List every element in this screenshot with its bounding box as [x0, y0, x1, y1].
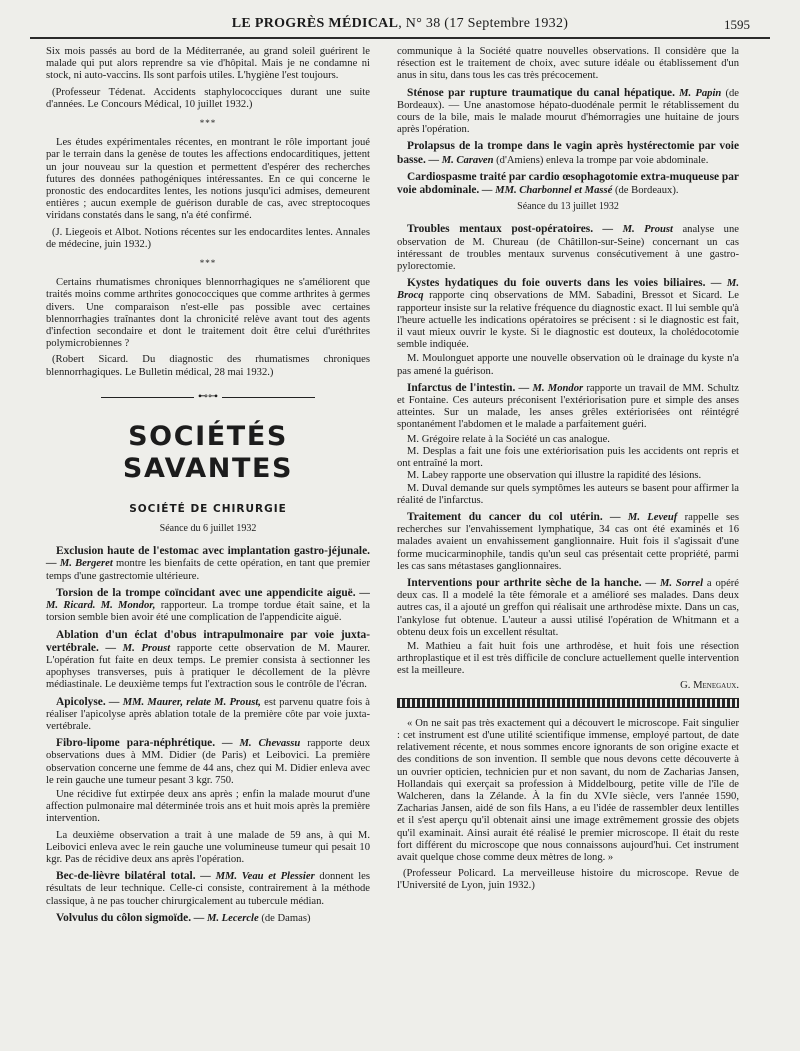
article-entry: [46, 629, 370, 692]
entry-title: Bec-de-lièvre bilatéral total.: [56, 870, 196, 883]
paragraph: La deuxième observation a trait à une malade de 59 ans, à qui M. Leibovici enleva avec le rein gauche une volumineuse tumeur qui pesait 10 kgr. Pas de récidive deux ans après l'opération.: [46, 829, 370, 865]
entry-author: — M. Caraven: [425, 154, 494, 166]
section-title: SOCIÉTÉS SAVANTES: [122, 420, 294, 484]
article-entry: [397, 87, 739, 137]
entry-title: Volvulus du côlon sigmoïde.: [56, 911, 192, 924]
entry-title: Torsion de la trompe coïncidant avec une appendicite aiguë.: [56, 586, 356, 599]
entry-author: — M. Proust: [98, 642, 171, 654]
entry-text: rappelle ses recherches sur l'envahissement lymphatique, 34 cas ont été examinés et 16 malades avaient un envahissement ganglionnaire. Huit fois il s'agissait d'une forme mucicarminophile, tandis qu'un seul cas présentait cette propriété, parmi les cas sans métastases ganglionnaires.: [397, 511, 739, 572]
entry-title: Fibro-lipome para-néphrétique.: [56, 737, 216, 750]
entry-text: donnent les résultats de leur technique. Celle-ci consiste, contrairement à la méthode classique, à ne pas toucher chirurgicalement au tubercule médian.: [46, 871, 370, 907]
entry-author: — MM. Maurer, relate M. Proust,: [105, 696, 261, 708]
paragraph: M. Mathieu a fait huit fois une arthrodèse, et huit fois une résection arthroplastique et il est très difficile de conclure actuellement quelle intervention est la meilleure.: [397, 640, 739, 677]
entry-author: — M. Bergeret: [46, 558, 113, 570]
entry-title: Troubles mentaux post-opératoires.: [407, 223, 594, 236]
entry-text: rapporte cette observation de M. Maurer. L'opération fut faite en deux temps. Le premier consista à sectionner les apophyses transverses, puis à pratiquer le décollement de la plèvre médiastinale. Le deuxième temps fut l'extraction sous le contrôle de l'écran.: [46, 642, 370, 691]
entry-title: Cardiospasme traité par cardio œsophagotomie extra-muqueuse par voie abdominale.: [397, 170, 739, 197]
entry-text: analyse une observation de M. Chureau (de Châtillon-sur-Seine) concernant un cas intéressant de troubles mentaux survenus consécutivement à une gastro-pylorectomie.: [397, 224, 739, 273]
entry-title: Kystes hydatiques du foie ouverts dans les voies biliaires.: [407, 277, 706, 290]
entry-author: M. Papin: [674, 87, 722, 99]
article-entry: [397, 140, 739, 166]
entry-title: Interventions pour arthrite sèche de la hanche.: [407, 576, 642, 589]
article-entry: [46, 912, 370, 925]
header-rule: [30, 37, 770, 39]
entry-text: (de Bordeaux).: [612, 185, 679, 197]
entry-author: — M. Sorrel: [641, 577, 704, 589]
article-entry: [397, 382, 739, 432]
entry-title: Prolapsus de la trompe dans le vagin après hystérectomie par voie basse.: [397, 140, 739, 166]
journal-title: [0, 16, 800, 32]
section-divider: [46, 391, 370, 403]
source-citation: (Professeur Tédenat. Accidents staphylococciques durant une suite d'années. Le Concours Médical, 10 juillet 1932.): [46, 86, 370, 110]
paragraph: M. Grégoire relate à la Société un cas analogue.: [407, 433, 610, 445]
entry-author: — M. Mondor: [515, 382, 584, 394]
ornamental-band: [397, 698, 739, 708]
article-entry: [46, 587, 370, 625]
entry-title: Traitement du cancer du col utérin.: [407, 510, 603, 523]
entry-text: montre les bienfaits de cette opération, en tant que premier temps d'une gastrectomie ultérieure.: [46, 558, 370, 582]
entry-title: Apicolyse.: [56, 695, 106, 708]
entry-author: — M. Lecercle: [191, 912, 259, 924]
paragraph: M. Duval demande sur quels symptômes les auteurs se basent pour affirmer la réalité de l'infarctus.: [397, 482, 739, 506]
article-entry: [397, 171, 739, 197]
source-citation: (J. Liegeois et Albot. Notions récentes sur les endocardites lentes. Annales de médecine, juin 1932.): [46, 226, 370, 250]
divider-ornament: ⊷⊶: [194, 391, 222, 403]
source-citation: (Professeur Policard. La merveilleuse histoire du microscope. Revue de l'Université de Lyon, juin 1932.): [397, 868, 739, 892]
seance-date: Séance du 6 juillet 1932: [159, 523, 257, 535]
entry-author: — M. Proust: [593, 224, 673, 236]
entry-text: rapporteur. La trompe tordue était saine, et la torsion semble bien avoir été une complication de l'appendicite aiguë.: [46, 600, 371, 624]
article-entry: [46, 737, 370, 787]
entry-author: — M. Brocq: [397, 278, 739, 302]
issue-info: , N° 38 (17 Septembre 1932): [398, 16, 569, 31]
article-entry: [46, 870, 370, 908]
entry-text: a opéré deux cas. Il a modelé la tête fémorale et a amélioré ses malades. Dans deux autres cas, il a ajouté un greffon qui réalisait une arthrodèse mixte. Dans un cas, l'ankylose fut obtenue. L'auteur a aussi utilisé l'opération de Whitmann et a obtenu deux fois un excellent résultat.: [397, 577, 739, 638]
paragraph: Certains rhumatismes chroniques blennorrhagiques ne s'améliorent que traités moins comme arthrites gonococciques que comme arthrites à germes divers. Une comparaison n'est-elle pas possible avec certaines blennorrhagies traînantes dont la chronicité relève avant tout des agents d'infection secondaire et dont le traitement doit être celui d'uréthrites polymicrobiennes ?: [46, 277, 370, 350]
asterism: ***: [199, 118, 217, 129]
paragraph: M. Moulonguet apporte une nouvelle observation où le drainage du kyste n'a pas amené la guérison.: [397, 353, 739, 377]
page-number: 1595: [724, 17, 750, 32]
entry-text: rapporte deux observations dues à MM. Didier (de Paris) et Leibovici. La première observation concerne une femme de 44 ans, chez qui M. Didier enleva avec le rein gauche une tumeur pesant 3 kgr. 750.: [46, 738, 371, 786]
entry-text: (d'Amiens) enleva la trompe par voie abdominale.: [493, 154, 709, 166]
entry-title: Exclusion haute de l'estomac avec implantation gastro-jéjunale.: [56, 545, 370, 558]
entry-author: — M. Chevassu: [215, 738, 301, 750]
entry-title: Ablation d'un éclat d'obus intrapulmonaire par voie juxta-vertébrale.: [46, 628, 370, 654]
paragraph: Six mois passés au bord de la Méditerranée, au grand soleil guérirent le malade qui put alors reprendre sa vie d'hôpital. Mais je ne condamne ni stock, ni auto-vaccins. Ils sont parfois utiles. L'hygiène l'est toujours.: [46, 46, 370, 82]
paragraph: M. Labey rapporte une observation qui illustre la rapidité des lésions.: [407, 470, 702, 482]
entry-text: est parvenu quatre fois à réaliser l'apicolyse après ablation totale de la première côte par voie juxta-vertébrale.: [46, 696, 370, 732]
society-title: SOCIÉTÉ DE CHIRURGIE: [129, 502, 287, 515]
left-column: [46, 46, 370, 929]
article-entry: [46, 696, 370, 734]
entry-title: Infarctus de l'intestin.: [407, 381, 516, 394]
seance-date: Séance du 13 juillet 1932: [517, 201, 619, 213]
entry-author: — M. Leveuf: [602, 511, 678, 523]
source-citation: (Robert Sicard. Du diagnostic des rhumatismes chroniques blennorrhagiques. Le Bulletin médical, 28 mai 1932.): [46, 354, 370, 378]
article-entry: [397, 511, 739, 573]
entry-author: — MM. Charbonnel et Massé: [479, 185, 613, 197]
article-entry: [397, 223, 739, 273]
paragraph: Les études expérimentales récentes, en montrant le rôle important joué par le terrain dans la genèse de toutes les affections endocarditiques, jettent un jour nouveau sur la question et permettent d'espérer des recherches futures des données pathogéniques intéressantes. En ce qui concerne le pronostic des endocardites lentes, les notions jusqu'ici admises, demeurent entières ; aucun exemple de guérison durable de cas, avec streptocoques viridans constatés dans le sang, n'a été confirmé.: [46, 137, 370, 222]
right-column: [397, 46, 739, 899]
entry-author: — MM. Veau et Plessier: [195, 871, 315, 883]
entry-title: Sténose par rupture traumatique du canal hépatique.: [407, 86, 675, 99]
paragraph: communique à la Société quatre nouvelles observations. Il considère que la résection est le traitement de choix, avec suture idéale ou établissement d'un anus in situ, dans tous les cas très précocement.: [397, 46, 739, 82]
entry-text: rapporte un travail de MM. Schultz et Fontaine. Ces auteurs préconisent l'extériorisation pure et simple des anses atteintes. Sur un malade, les anses grêles extériorisées ont réintégré spontanément l'abdomen et le malade a parfaitement guéri.: [397, 382, 739, 431]
entry-text: rapporte cinq observations de MM. Sabadini, Bressot et Sicard. Le rapporteur insiste sur la relative fréquence du diagnostic exact. Il lui semble qu'à l'heure actuelle les indications opératoires se précisent : si le diagnostic est fait, il vaut mieux ouvrir le kyste. Si le diagnostic est douteux, la cholédocotomie semble indiquée.: [397, 290, 739, 351]
paragraph: Une récidive fut extirpée deux ans après ; enfin la malade mourut d'une affection pulmonaire mal déterminée trois ans et huit mois après la première intervention.: [46, 788, 370, 825]
article-entry: [397, 577, 739, 639]
entry-text: (de Bordeaux). — Une anastomose hépato-duodénale permit le rétablissement du cours de la bile, mais le malade mourut d'hémorragies une huitaine de jours après l'opération.: [397, 87, 740, 136]
entry-author: — M. Ricard. M. Mondor,: [46, 587, 370, 612]
quotation: « On ne sait pas très exactement qui a découvert le microscope. Fait singulier : cet instrument est d'une utilité scientifique immense, employé partout, de date relativement récente, et nous sommes encore ignorants de son origine exacte et des conditions de son invention. Il semble que nous devons cette découverte à un ouvrier opticien, technicien pur et non savant, du nom de Zacharias Jansen, Hollandais qui exerçait sa profession à Middelbourg, petite ville de l'île de Walcheren, dans la Zélande. À la fin du XVIe siècle, vers l'année 1590, Zacharias Jansen, aidé de son fils Hans, a eu l'idée de rassembler deux lentilles et il s'est aperçu qu'il obtenait ainsi une image extrêmement grossie des objets qu'il examinait. Ainsi aurait été réalisé le premier microscope. Il était du reste fort différent du microscope que nous connaissons aujourd'hui. Cet instrument avait quelque chose comme deux mètres de long. »: [397, 717, 739, 863]
signature: G. Menegaux.: [680, 679, 739, 691]
article-entry: [397, 277, 739, 351]
journal-name: LE PROGRÈS MÉDICAL: [231, 16, 399, 31]
paragraph: M. Desplas a fait une fois une extériorisation puis les accidents ont repris et ont entraîné la mort.: [397, 445, 739, 470]
article-entry: [46, 545, 370, 583]
asterism: ***: [199, 258, 217, 269]
entry-text: (de Damas): [258, 912, 311, 924]
